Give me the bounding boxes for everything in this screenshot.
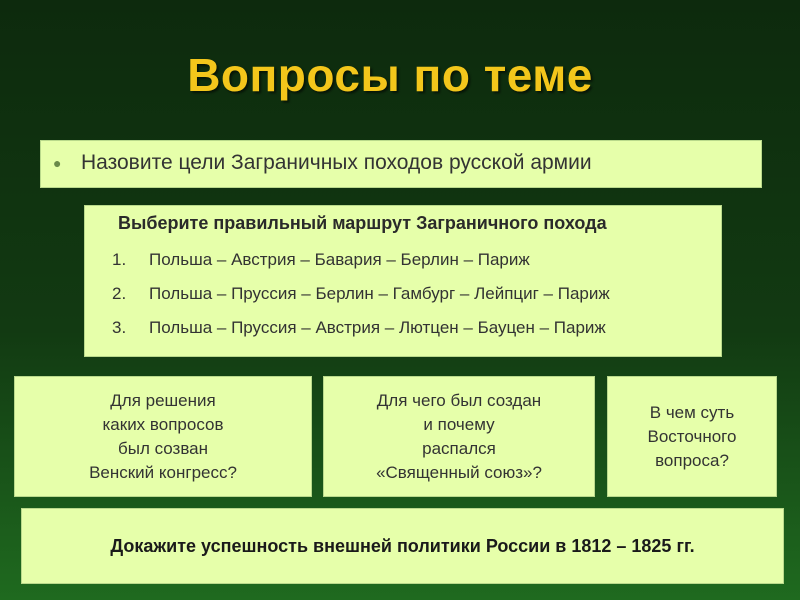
question-foreign-policy-box (21, 508, 784, 584)
question-route-heading: Выберите правильный маршрут Заграничного похода (118, 213, 607, 233)
route-option-number: 2. (112, 284, 127, 303)
route-option-text: Польша – Австрия – Бавария – Берлин – Париж (149, 250, 530, 269)
bullet-icon: ● (53, 155, 62, 171)
question-vienna-congress-text: Для решения каких вопросов был созван Венский конгресс? (89, 390, 237, 482)
question-route-box (84, 205, 722, 357)
slide-title: Вопросы по теме (187, 49, 593, 101)
route-option-number: 3. (112, 318, 127, 337)
route-option-text: Польша – Пруссия – Австрия – Лютцен – Бауцен – Париж (149, 318, 606, 337)
route-option-text: Польша – Пруссия – Берлин – Гамбург – Лейпциг – Париж (149, 284, 610, 303)
question-eastern-question-box (607, 376, 777, 497)
question-vienna-congress-box (14, 376, 312, 497)
question-holy-alliance-text: Для чего был создан и почему распался «Священный союз»? (376, 390, 542, 482)
question-eastern-question-text: В чем суть Восточного вопроса? (647, 402, 737, 470)
question-holy-alliance-box (323, 376, 595, 497)
question-foreign-policy-text: Докажите успешность внешней политики России в 1812 – 1825 гг. (110, 535, 695, 556)
question-goals-box (40, 140, 762, 188)
route-option-number: 1. (112, 250, 127, 269)
question-goals-text: Назовите цели Заграничных походов русской армии (81, 151, 592, 174)
